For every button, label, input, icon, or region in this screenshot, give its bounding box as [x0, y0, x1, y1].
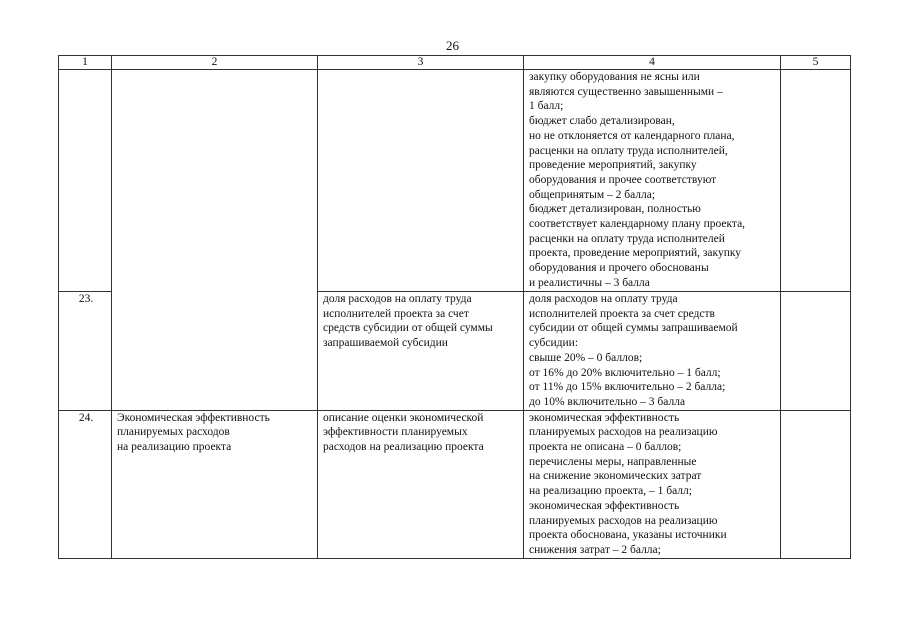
row-number [59, 70, 112, 292]
header-col-5: 5 [781, 56, 851, 70]
criterion-name-cell: Экономическая эффективность планируемых расходов на реализацию проекта [112, 410, 318, 558]
criterion-description-cell [318, 70, 524, 292]
header-col-3: 3 [318, 56, 524, 70]
page-number: 26 [446, 38, 459, 53]
table-row [59, 70, 851, 292]
criterion-description-cell: описание оценки экономической эффективности планируемых расходов на реализацию проекта [318, 410, 524, 558]
scoring-cell: закупку оборудования не ясны или являются существенно завышенными – 1 балл; бюджет слабо детализирован, но не отклоняется от календарного плана, расценки на оплату труда исполнителей, проведение мероприятий, закупку оборудования и прочее соответствуют общепринятым – 2 балла; бюджет детализирован, полностью соответствует календарному плану проекта, расценки на оплату труда исполнителей проекта, проведение мероприятий, закупку оборудования и прочего обоснованы и реалистичны – 3 балла [524, 70, 781, 292]
header-col-1: 1 [59, 56, 112, 70]
scoring-cell: экономическая эффективность планируемых расходов на реализацию проекта не описана – 0 баллов; перечислены меры, направленные на снижение экономических затрат на реализацию проекта, – 1 балл; экономическая эффективность планируемых расходов на реализацию проекта обоснована, указаны источники снижения затрат – 2 балла; [524, 410, 781, 558]
score-cell [781, 292, 851, 411]
score-cell [781, 70, 851, 292]
criterion-name-cell [112, 70, 318, 411]
table-row [59, 410, 851, 558]
header-col-4: 4 [524, 56, 781, 70]
criterion-description-cell: доля расходов на оплату труда исполнителей проекта за счет средств субсидии от общей суммы запрашиваемой субсидии [318, 292, 524, 411]
score-cell [781, 410, 851, 558]
row-number: 23. [59, 292, 112, 411]
criteria-table [58, 55, 851, 559]
row-number: 24. [59, 410, 112, 558]
header-row [59, 56, 851, 70]
header-col-2: 2 [112, 56, 318, 70]
scoring-cell: доля расходов на оплату труда исполнителей проекта за счет средств субсидии от общей суммы запрашиваемой субсидии: свыше 20% – 0 баллов; от 16% до 20% включительно – 1 балл; от 11% до 15% включительно – 2 балла; до 10% включительно – 3 балла [524, 292, 781, 411]
